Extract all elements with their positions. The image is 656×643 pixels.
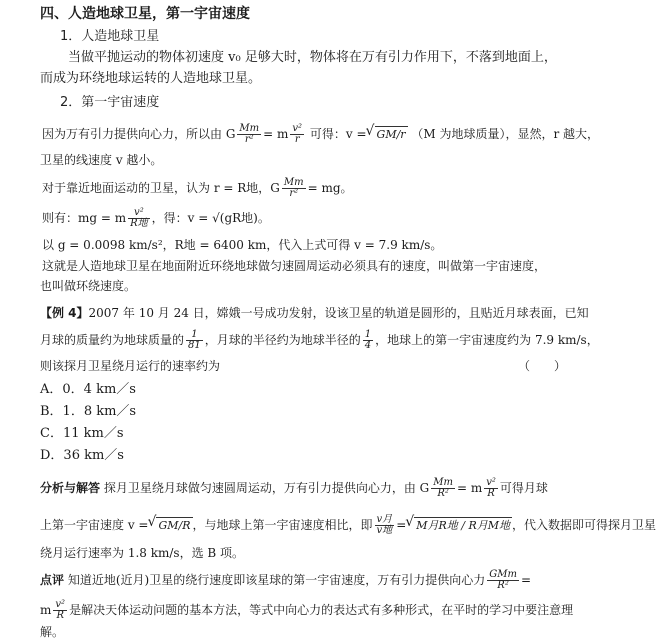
fraction — [186, 330, 203, 351]
sqrt-expression: √ GM/R — [156, 517, 192, 534]
section-title: 四、人造地球卫星，第一宇宙速度 — [40, 6, 250, 22]
sqrt-expression: √ GM/r — [375, 126, 408, 143]
text: = — [520, 573, 531, 587]
text: 是解决天体运动问题的基本方法，等式中向心力的表达式有多种形式，在平时的学习中要注意理 — [69, 603, 574, 617]
text: ，代入数据即可得探月卫星 — [512, 518, 656, 532]
paragraph-line: 当做平抛运动的物体初速度 v₀ 足够大时，物体将在万有引力作用下，不落到地面上， — [68, 50, 557, 65]
fraction — [282, 178, 306, 199]
numerator: GMm — [489, 569, 517, 580]
numerator: 1 — [186, 330, 203, 341]
numerator: v月 — [376, 514, 393, 525]
fraction — [237, 124, 261, 145]
text: 上第一宇宙速度 v = — [40, 518, 149, 532]
derivation-line-1 — [42, 124, 599, 145]
option-d: D．36 km／s — [40, 448, 124, 463]
solution-label: 分析与解答 — [40, 481, 101, 495]
subheading-2: 2．第一宇宙速度 — [60, 95, 160, 110]
comment-line-2 — [40, 600, 573, 621]
fraction — [484, 478, 498, 499]
numerator: v² — [128, 208, 150, 219]
fraction — [363, 330, 373, 351]
numerator: v² — [292, 123, 303, 134]
comment-line-3: 解。 — [40, 625, 65, 639]
text: = m — [456, 481, 483, 495]
subheading-1: 1．人造地球卫星 — [60, 29, 160, 44]
text: 因为万有引力提供向心力，所以由 G — [42, 127, 236, 141]
text: （M 为地球质量），显然，r 越大， — [411, 127, 600, 141]
example-line-2 — [40, 330, 599, 351]
example-line-3 — [40, 358, 220, 374]
text: m — [40, 603, 52, 617]
comment-line-1 — [40, 570, 531, 591]
fraction — [375, 515, 395, 536]
denominator: R地 — [130, 218, 148, 229]
denominator: r² — [244, 134, 254, 145]
text: 2007 年 10 月 24 日，嫦娥一号成功发射，设该卫星的轨道是圆形的，且贴近月球表面，已知 — [88, 306, 589, 320]
text: ，地球上的第一宇宙速度约为 7.9 km/s， — [375, 333, 599, 347]
numerator: Mm — [239, 123, 260, 134]
text: ，月球的半径约为地球半径的 — [204, 333, 361, 347]
denominator: R — [487, 488, 495, 499]
solution-line-2 — [40, 515, 656, 536]
derivation-line-6: 这就是人造地球卫星在地面附近环绕地球做匀速圆周运动必须具有的速度，叫做第一宇宙速度， — [42, 259, 547, 273]
numerator: 1 — [364, 329, 372, 340]
denominator: R — [56, 610, 64, 621]
derivation-line-5: 以 g = 0.0098 km/s²，R地 = 6400 km，代入上式可得 v = 7.9 km/s。 — [42, 238, 443, 252]
derivation-line-7: 也叫做环绕速度。 — [40, 279, 137, 293]
example-tag: 【例 4】 — [40, 306, 89, 320]
denominator: R² — [497, 580, 509, 591]
fraction — [128, 208, 150, 229]
denominator: 4 — [364, 340, 372, 351]
denominator: 81 — [188, 340, 201, 351]
fraction — [53, 600, 67, 621]
derivation-line-4 — [42, 208, 270, 229]
answer-parentheses: （ ） — [518, 359, 567, 373]
text: 探月卫星绕月球做匀速圆周运动，万有引力提供向心力，由 G — [103, 481, 430, 495]
numerator: Mm — [283, 177, 304, 188]
option-c: C．11 km／s — [40, 426, 124, 441]
option-a: A．0．4 km／s — [40, 382, 136, 397]
denominator: R² — [437, 488, 449, 499]
solution-line-3: 绕月运行速率为 1.8 km/s，选 B 项。 — [40, 546, 245, 560]
fraction — [290, 124, 304, 145]
comment-label: 点评 — [40, 573, 65, 587]
text: ，与地球上第一宇宙速度相比，即 — [192, 518, 373, 532]
derivation-line-3 — [42, 178, 353, 199]
sqrt-expression: √ M月R地 / R月M地 — [414, 517, 512, 534]
denominator: r — [294, 134, 300, 145]
text: 则有：mg = m — [42, 211, 127, 225]
example-line-1 — [40, 305, 589, 321]
option-b: B．1．8 km／s — [40, 404, 137, 419]
denominator: v地 — [376, 525, 393, 536]
text: = — [396, 518, 407, 532]
text: = m — [263, 127, 289, 141]
fraction — [431, 478, 455, 499]
text: 则该探月卫星绕月运行的速率约为 — [40, 359, 221, 373]
text: 可得月球 — [499, 481, 548, 495]
text: = mg。 — [307, 181, 353, 195]
text: 月球的质量约为地球质量的 — [40, 333, 185, 347]
text: 对于靠近地面运动的卫星，认为 r = R地，G — [42, 181, 280, 195]
fraction — [487, 570, 519, 591]
text: ，得：v = √(gR地)。 — [151, 211, 270, 225]
solution-line-1 — [40, 478, 548, 499]
denominator: r² — [289, 188, 299, 199]
numerator: v² — [55, 599, 66, 610]
numerator: Mm — [433, 477, 453, 488]
paragraph-line: 而成为环绕地球运转的人造地球卫星。 — [40, 71, 262, 86]
text: 可得：v = — [309, 127, 367, 141]
text: 知道近地(近月)卫星的绕行速度即该星球的第一宇宙速度，万有引力提供向心力 — [67, 573, 486, 587]
derivation-line-2: 卫星的线速度 v 越小。 — [40, 153, 163, 167]
numerator: v² — [486, 477, 496, 488]
